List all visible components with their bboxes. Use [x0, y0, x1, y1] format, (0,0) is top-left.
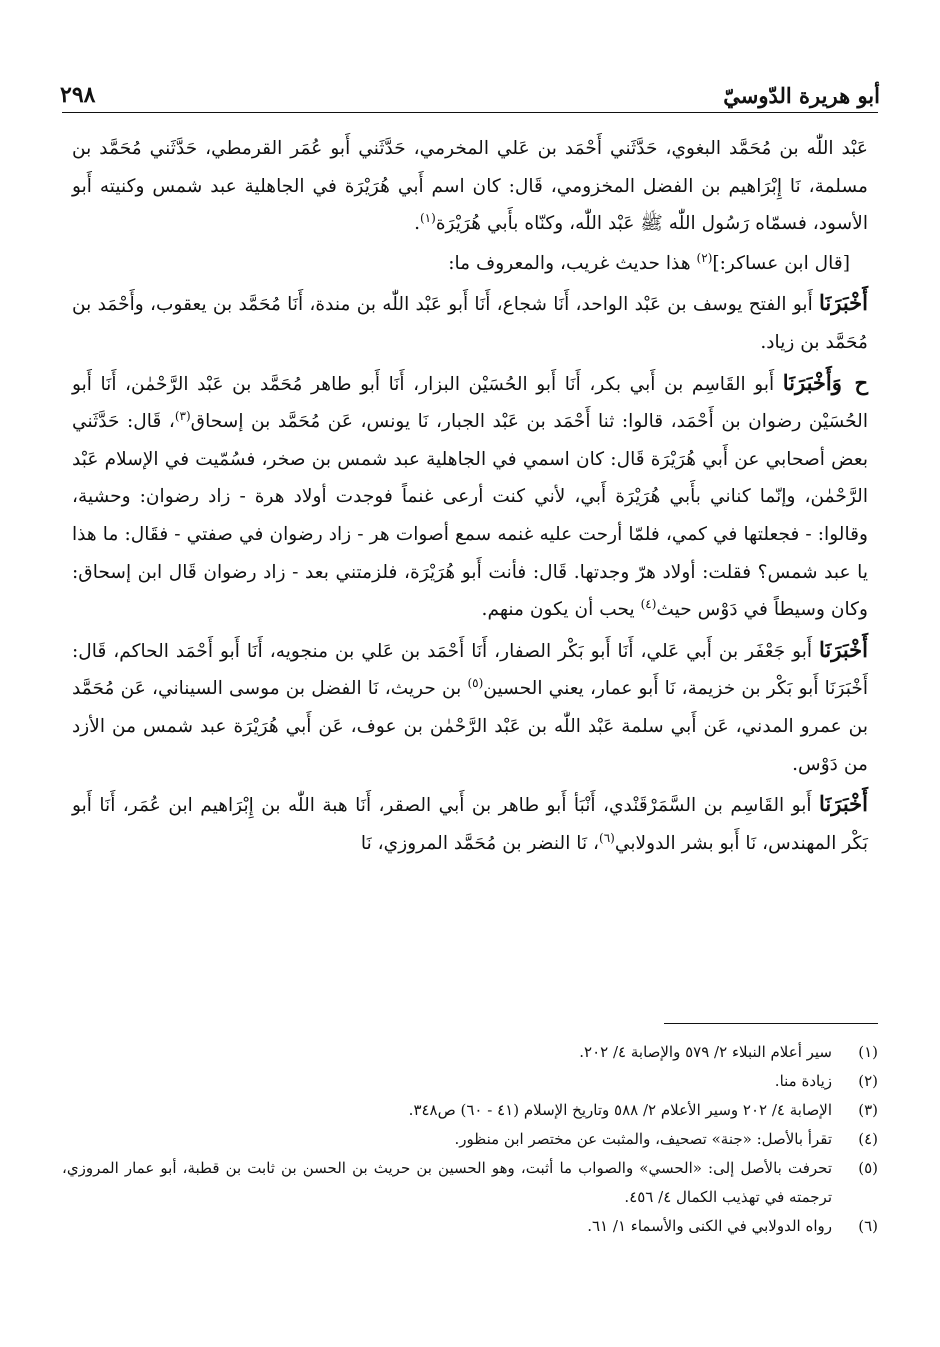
footnote-marker: (٤): [640, 596, 657, 611]
main-text: [72, 130, 868, 864]
footnotes: [62, 1038, 878, 1241]
paragraph: [72, 785, 868, 862]
footnote: [62, 1038, 878, 1067]
footnote: [62, 1125, 878, 1154]
isnad-lead-word: وَأَخْبَرَنَا: [782, 369, 842, 395]
footnote: [62, 1096, 878, 1125]
paragraph-text: أَبو القَاسِم بن السَّمَرْقَنْدي، أَنْبَأ أَبو طاهر بن أَبي الصقر، أَنَا هبة اللّٰه بن إِبْرَاهيم ابن عُمَر، أَنَا أَبو بَكْر المهندس، نَا أَبو بشر الدولابي: [72, 795, 868, 854]
paragraph: [72, 631, 868, 783]
footnote-marker: (٢): [696, 250, 713, 265]
paragraph-text: [قال ابن عساكر:]: [712, 252, 850, 274]
footnote-marker: (١): [419, 211, 436, 225]
page-header: [60, 68, 880, 108]
paragraph-text: .: [414, 213, 420, 235]
footnote-text: تقرأ بالأصل: «جنة» تصحيف، والمثبت عن مختصر ابن منظور.: [454, 1130, 832, 1148]
footnote-text: رواه الدولابي في الكنى والأسماء ١/ ٦١.: [587, 1217, 832, 1235]
footnote: [62, 1212, 878, 1241]
paragraph-text: أَبو القَاسِم بن أَبي بكر، أَنَا أَبو الحُسَيْن البزار، أَنَا أَبو طاهر مُحَمَّد بن عَبْد الرَّحْمٰن، أَنَا أَبو الحُسَيْن رضوان بن أَحْمَد، قالوا: ثنا أَحْمَد بن عَبْد الجبار، نَا يونس، عَن مُحَمَّد بن إسحاق: [72, 373, 869, 433]
footnote-text: زيادة منا.: [774, 1072, 832, 1090]
footnote-number: (٣): [858, 1101, 878, 1119]
footnote-marker: (٣): [174, 408, 191, 423]
header-rule: [62, 112, 878, 113]
footnote-text: تحرفت بالأصل إلى: «الحسي» والصواب ما أثبت، وهو الحسين بن حريث بن الحسن بن ثابت بن قطبة، أبو عمار المروزي، ترجمته في تهذيب الكمال ٤/ ٤٥٦.: [62, 1159, 832, 1206]
footnote-number: (٢): [858, 1072, 878, 1090]
isnad-lead-word: أَخْبَرَنَا: [819, 791, 868, 817]
footnote-number: (٥): [858, 1159, 878, 1177]
paragraph-text: أَبو الفتح يوسف بن عَبْد الواحد، أَنَا شجاع، أَنَا أَبو عَبْد اللّٰه بن مندة، أَنَا مُحَمَّد بن يعقوب، وأَحْمَد بن مُحَمَّد بن زياد.: [72, 294, 868, 353]
tahwil-marker: ح: [854, 369, 868, 395]
paragraph-text: عَبْد اللّٰه بن مُحَمَّد البغوي، حَدَّثَني أَحْمَد بن عَلي المخرمي، حَدَّثَني أَبو عُمَر القرمطي، حَدَّثَني مُحَمَّد بن مسلمة، نَا إِبْرَاهيم بن الفضل المخزومي، قَال: كان اسم أَبي هُرَيْرَة في الجاهلية عبد شمس وكنيته أَبو الأسود، فسمّاه رَسُول اللّٰه ﷺ عَبْد اللّٰه، وكنّاه بأَبي هُرَيْرَة: [72, 138, 868, 235]
paragraph: [72, 284, 868, 361]
paragraph-text: ، قَال: حَدَّثَني بعض أصحابي عن أَبي هُرَيْرَة قَال: كان اسمي في الجاهلية عبد شمس بن صخر، فسُمّيت في الإسلام عَبْد الرَّحْمٰن، وإنّما كناني بأَبي هُرَيْرَة أَبي، لأني كنت أرعى غنماً فوجدت أولاد هرة - زاد رضوان: وحشية، وقالوا: - فجعلتها في كمي، فلمّا أرحت عليه غنمه سمع أصوات هر - زاد رضوان في صفتي - فقَال: ما هذا يا عبد شمس؟ فقلت: أولاد هرّ وجدتها. قَال: فأنت أَبو هُرَيْرَة، فلزمتني بعد - زاد رضوان قَال ابن إسحاق: وكان وسيطاً في دَوْس حيث: [72, 411, 868, 621]
page-number: ٢٩٨: [60, 82, 96, 108]
isnad-lead-word: أَخْبَرَنَا: [819, 290, 868, 316]
paragraph: [72, 245, 868, 283]
footnote-number: (١): [858, 1043, 878, 1061]
footnote-text: الإصابة ٤/ ٢٠٢ وسير الأعلام ٢/ ٥٨٨ وتاريخ الإسلام (٤١ - ٦٠) ص٣٤٨.: [408, 1101, 832, 1119]
footnote-separator: [664, 1023, 878, 1024]
isnad-lead-word: أَخْبَرَنَا: [819, 636, 868, 662]
paragraph-text: ، نَا النضر بن مُحَمَّد المروزي، نَا: [360, 832, 600, 854]
footnote: [62, 1067, 878, 1096]
footnote-marker: (٦): [599, 830, 615, 845]
paragraph: [72, 364, 868, 629]
footnote-number: (٦): [858, 1217, 878, 1235]
paragraph-text: أَبو جَعْفَر بن أَبي عَلي، أَنَا أَبو بَكْر الصفار، أَنَا أَحْمَد بن عَلي بن منجويه، أَنَا أَبو أَحْمَد الحاكم، قَال: أَخْبَرَنَا أَبو بَكْر بن خزيمة، نَا أَبو عمار، يعني الحسين: [72, 640, 868, 700]
footnote-number: (٤): [858, 1130, 878, 1148]
paragraph: [72, 130, 868, 243]
paragraph-text: هذا حديث غريب، والمعروف ما:: [448, 252, 697, 274]
footnote-text: سير أعلام النبلاء ٢/ ٥٧٩ والإصابة ٤/ ٢٠٢.: [579, 1043, 832, 1061]
footnote: [62, 1154, 878, 1212]
footnote-marker: (٥): [467, 676, 484, 691]
running-title: أبو هريرة الدّوسيّ: [723, 83, 880, 108]
paragraph-text: بن حريث، نَا الفضل بن موسى السيناني، عَن مُحَمَّد بن عمرو المدني، عَن أَبي سلمة عَبْد اللّٰه بن عَبْد الرَّحْمٰن بن عوف، عَن أَبي هُرَيْرَة عبد شمس من الأزد من دَوْس.: [72, 678, 868, 775]
paragraph-text: يحب أن يكون منهم.: [481, 599, 641, 621]
